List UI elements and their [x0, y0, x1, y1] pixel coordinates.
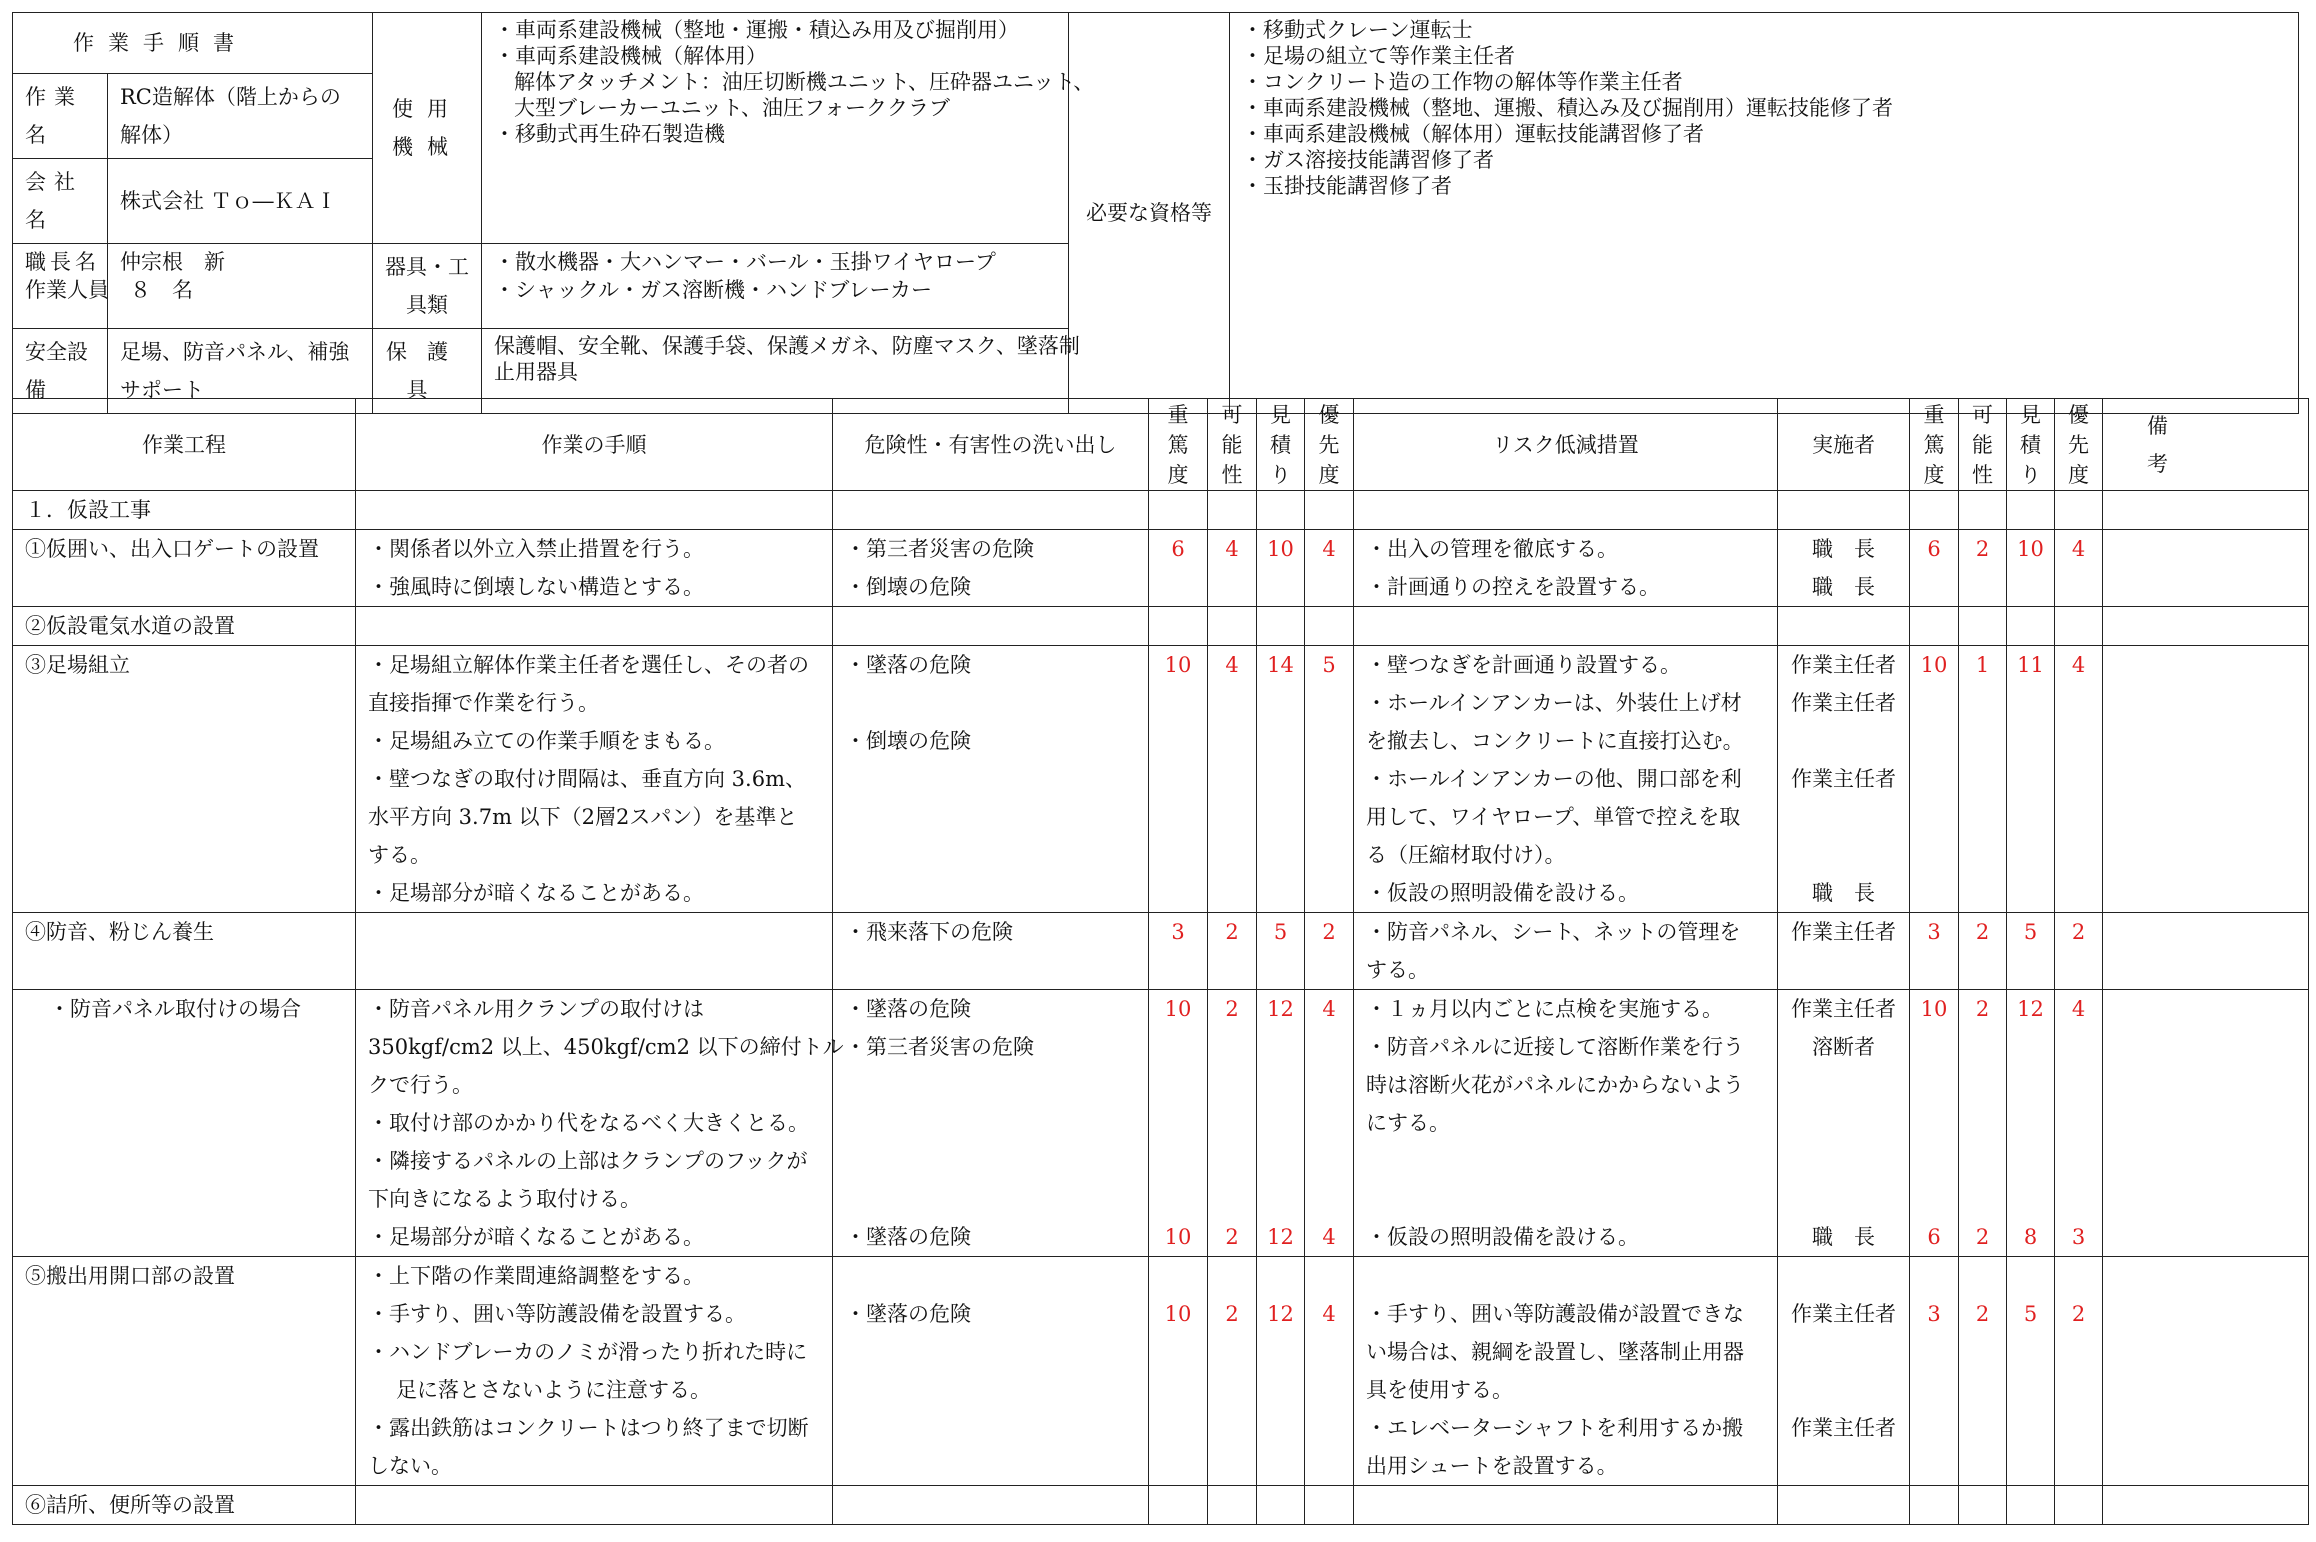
- remarks-cell: [2103, 990, 2309, 1257]
- estimate-value: 12: [1257, 1257, 1305, 1486]
- actor-cell: 作業主任者 作業主任者 作業主任者 職 長: [1778, 646, 1910, 913]
- severity-value: 10 10: [1149, 990, 1208, 1257]
- safety-equipment: 足場、防音パネル、補強サポート: [108, 329, 373, 414]
- table-row: [13, 646, 2309, 913]
- actor-cell: 作業主任者 溶断者 職 長: [1778, 990, 1910, 1257]
- priority-value: 2: [1305, 913, 1354, 990]
- col-priority-after: 優 先 度: [2055, 399, 2103, 491]
- measures-cell: ・手すり、囲い等防護設備が設置できな い場合は、親綱を設置し、墜落制止用器 具を使用する。 ・エレベーターシャフトを利用するか搬 出用シュートを設置する。: [1354, 1257, 1778, 1486]
- estimate-value: 5: [1257, 913, 1305, 990]
- hazard-cell: ・墜落の危険 ・第三者災害の危険 ・墜落の危険: [833, 990, 1149, 1257]
- steps-cell: [356, 913, 833, 990]
- machines-list: [482, 13, 1095, 244]
- severity-after-value: 3: [1910, 913, 1959, 990]
- priority-value: 4: [1305, 1257, 1354, 1486]
- machine-item: ・移動式再生砕石製造機: [494, 122, 725, 146]
- measures-cell: ・防音パネル、シート、ネットの管理を する。: [1354, 913, 1778, 990]
- priority-after-value: 4: [2055, 646, 2103, 913]
- hazard-cell: ・飛来落下の危険: [833, 913, 1149, 990]
- likelihood-value: 4: [1208, 530, 1257, 607]
- company: 株式会社 Ｔｏ―ＫＡＩ: [108, 159, 373, 244]
- chief-name: 仲宗根 新: [120, 250, 225, 274]
- severity-value: 10: [1149, 1257, 1208, 1486]
- work-name: RC造解体（階上からの解体）: [108, 74, 373, 159]
- process-name: ⑤搬出用開口部の設置: [13, 1257, 356, 1486]
- tools-label: 器具・工具類: [373, 244, 482, 329]
- severity-after-value: 3: [1910, 1257, 1959, 1486]
- likelihood-value: 2: [1208, 1257, 1257, 1486]
- company-label-cell: 会社名: [13, 159, 108, 244]
- table-row: [13, 1257, 2309, 1486]
- severity-after-value: 10 6: [1910, 990, 1959, 1257]
- table-row: [13, 530, 2309, 607]
- tool-item: ・シャックル・ガス溶断機・ハンドブレーカー: [494, 278, 933, 302]
- section-title: １．仮設工事: [13, 491, 356, 530]
- col-measures: リスク低減措置: [1354, 399, 1778, 491]
- estimate-after-value: 5: [2007, 1257, 2055, 1486]
- steps-cell: ・防音パネル用クランプの取付けは 350kgf/cm2 以上、450kgf/cm2 以下の締付トル クで行う。 ・取付け部のかかり代をなるべく大きくとる。 ・隣接するパネルの上部はクランプのフックが 下向きになるよう取付ける。 ・足場部分が暗くなることがある。: [356, 990, 833, 1257]
- machine-item: ・車両系建設機械（整地・運搬・積込み用及び掘削用）: [494, 18, 1019, 42]
- priority-after-value: 2: [2055, 913, 2103, 990]
- procedure-table: [12, 398, 2309, 1525]
- col-process: 作業工程: [13, 399, 356, 491]
- likelihood-value: 2: [1208, 913, 1257, 990]
- col-hazard: 危険性・有害性の洗い出し: [833, 399, 1149, 491]
- severity-after-value: 6: [1910, 530, 1959, 607]
- remarks-cell: [2103, 530, 2309, 607]
- estimate-value: 10: [1257, 530, 1305, 607]
- workers-label: 作業人員: [25, 278, 109, 302]
- estimate-after-value: 11: [2007, 646, 2055, 913]
- steps-cell: ・上下階の作業間連絡調整をする。 ・手すり、囲い等防護設備を設置する。 ・ハンドブレーカのノミが滑ったり折れた時に 足に落とさないように注意する。 ・露出鉄筋はコンクリートはつり終了まで切断 しない。: [356, 1257, 833, 1486]
- likelihood-after-value: 2: [1959, 1257, 2007, 1486]
- actor-cell: 職 長 職 長: [1778, 530, 1910, 607]
- col-likelihood: 可 能 性: [1208, 399, 1257, 491]
- priority-value: 4 4: [1305, 990, 1354, 1257]
- col-estimate-after: 見 積 り: [2007, 399, 2055, 491]
- severity-value: 6: [1149, 530, 1208, 607]
- qual-item: ・足場の組立て等作業主任者: [1242, 44, 1515, 68]
- severity-value: 10: [1149, 646, 1208, 913]
- measures-cell: ・１ヵ月以内ごとに点検を実施する。 ・防音パネルに近接して溶断作業を行う 時は溶断火花がパネルにかからないよう にする。 ・仮設の照明設備を設ける。: [1354, 990, 1778, 1257]
- likelihood-after-value: 1: [1959, 646, 2007, 913]
- qual-item: ・車両系建設機械（整地、運搬、積込み及び掘削用）運転技能修了者: [1242, 96, 1893, 120]
- priority-value: 5: [1305, 646, 1354, 913]
- column-header-row: [13, 399, 2309, 491]
- hazard-cell: ・第三者災害の危険 ・倒壊の危険: [833, 530, 1149, 607]
- tools-list: [482, 244, 1069, 329]
- priority-after-value: 2: [2055, 1257, 2103, 1486]
- chief-label: 職長名: [25, 250, 100, 274]
- table-row: [13, 1486, 2309, 1525]
- machines-label-cell: [373, 13, 482, 244]
- priority-after-value: 4: [2055, 530, 2103, 607]
- qual-item: ・コンクリート造の工作物の解体等作業主任者: [1242, 70, 1683, 94]
- table-row: [13, 990, 2309, 1257]
- header-table: [12, 12, 2299, 414]
- work-name-label-cell: 作業名: [13, 74, 108, 159]
- actor-cell: 作業主任者 作業主任者: [1778, 1257, 1910, 1486]
- machine-item: ・車両系建設機械（解体用）: [494, 44, 767, 68]
- protect-item: 保護帽、安全靴、保護手袋、保護メガネ、防塵マスク、墜落制: [494, 334, 1080, 358]
- estimate-value: 12 12: [1257, 990, 1305, 1257]
- safety-label: 安全設備: [13, 329, 108, 414]
- col-likelihood-after: 可 能 性: [1959, 399, 2007, 491]
- actor-cell: 作業主任者: [1778, 913, 1910, 990]
- remarks-cell: [2103, 1257, 2309, 1486]
- process-name: ⑥詰所、便所等の設置: [13, 1486, 356, 1525]
- machines-label: 使用機械: [392, 97, 462, 159]
- col-severity-after: 重 篤 度: [1910, 399, 1959, 491]
- qual-label: 必要な資格等: [1069, 13, 1230, 414]
- col-estimate: 見 積 り: [1257, 399, 1305, 491]
- col-severity: 重 篤 度: [1149, 399, 1208, 491]
- chief-workers-values: [108, 244, 373, 329]
- process-name: ②仮設電気水道の設置: [13, 607, 356, 646]
- estimate-value: 14: [1257, 646, 1305, 913]
- process-name: ③足場組立: [13, 646, 356, 913]
- chief-workers-labels: [13, 244, 108, 329]
- priority-value: 4: [1305, 530, 1354, 607]
- machine-item: 解体アタッチメント：油圧切断機ユニット、圧砕器ユニット、: [514, 70, 1095, 94]
- col-actor: 実施者: [1778, 399, 1910, 491]
- qual-item: ・玉掛技能講習修了者: [1242, 174, 1452, 198]
- process-name: ①仮囲い、出入口ゲートの設置: [13, 530, 356, 607]
- estimate-after-value: 12 8: [2007, 990, 2055, 1257]
- col-remarks: 備考: [2103, 399, 2309, 491]
- likelihood-after-value: 2: [1959, 913, 2007, 990]
- protect-item: 止用器具: [494, 360, 578, 384]
- likelihood-value: 4: [1208, 646, 1257, 913]
- remarks-cell: [2103, 913, 2309, 990]
- qual-item: ・車両系建設機械（解体用）運転技能講習修了者: [1242, 122, 1704, 146]
- severity-after-value: 10: [1910, 646, 1959, 913]
- process-name: ④防音、粉じん養生: [13, 913, 356, 990]
- col-steps: 作業の手順: [356, 399, 833, 491]
- estimate-after-value: 10: [2007, 530, 2055, 607]
- qual-item: ・ガス溶接技能講習修了者: [1242, 148, 1494, 172]
- steps-cell: ・足場組立解体作業主任者を選任し、その者の 直接指揮で作業を行う。 ・足場組み立ての作業手順をまもる。 ・壁つなぎの取付け間隔は、垂直方向 3.6m、 水平方向 3.7m 以下（2層2スパン）を基準と する。 ・足場部分が暗くなることがある。: [356, 646, 833, 913]
- table-row: [13, 913, 2309, 990]
- qual-list: [1230, 13, 2299, 414]
- likelihood-after-value: 2 2: [1959, 990, 2007, 1257]
- steps-cell: ・関係者以外立入禁止措置を行う。 ・強風時に倒壊しない構造とする。: [356, 530, 833, 607]
- likelihood-after-value: 2: [1959, 530, 2007, 607]
- measures-cell: ・出入の管理を徹底する。 ・計画通りの控えを設置する。: [1354, 530, 1778, 607]
- machine-item: 大型ブレーカーユニット、油圧フォーククラブ: [514, 96, 950, 120]
- hazard-cell: ・墜落の危険: [833, 1257, 1149, 1486]
- priority-after-value: 4 3: [2055, 990, 2103, 1257]
- tool-item: ・散水機器・大ハンマー・バール・玉掛ワイヤロープ: [494, 250, 996, 274]
- process-name: ・防音パネル取付けの場合: [13, 990, 356, 1257]
- protect-label-cell: 保護具: [373, 329, 482, 414]
- severity-value: 3: [1149, 913, 1208, 990]
- doc-title: 作業手順書: [13, 13, 373, 74]
- workers-count: ８ 名: [130, 278, 193, 302]
- measures-cell: ・壁つなぎを計画通り設置する。 ・ホールインアンカーは、外装仕上げ材 を撤去し、コンクリートに直接打込む。 ・ホールインアンカーの他、開口部を利 用して、ワイヤロープ、単管で控えを取 る（圧縮材取付け）。 ・仮設の照明設備を設ける。: [1354, 646, 1778, 913]
- remarks-cell: [2103, 646, 2309, 913]
- qual-item: ・移動式クレーン運転士: [1242, 18, 1473, 42]
- table-row: [13, 607, 2309, 646]
- estimate-after-value: 5: [2007, 913, 2055, 990]
- hazard-cell: ・墜落の危険 ・倒壊の危険: [833, 646, 1149, 913]
- col-priority: 優 先 度: [1305, 399, 1354, 491]
- likelihood-value: 2 2: [1208, 990, 1257, 1257]
- table-row: [13, 491, 2309, 530]
